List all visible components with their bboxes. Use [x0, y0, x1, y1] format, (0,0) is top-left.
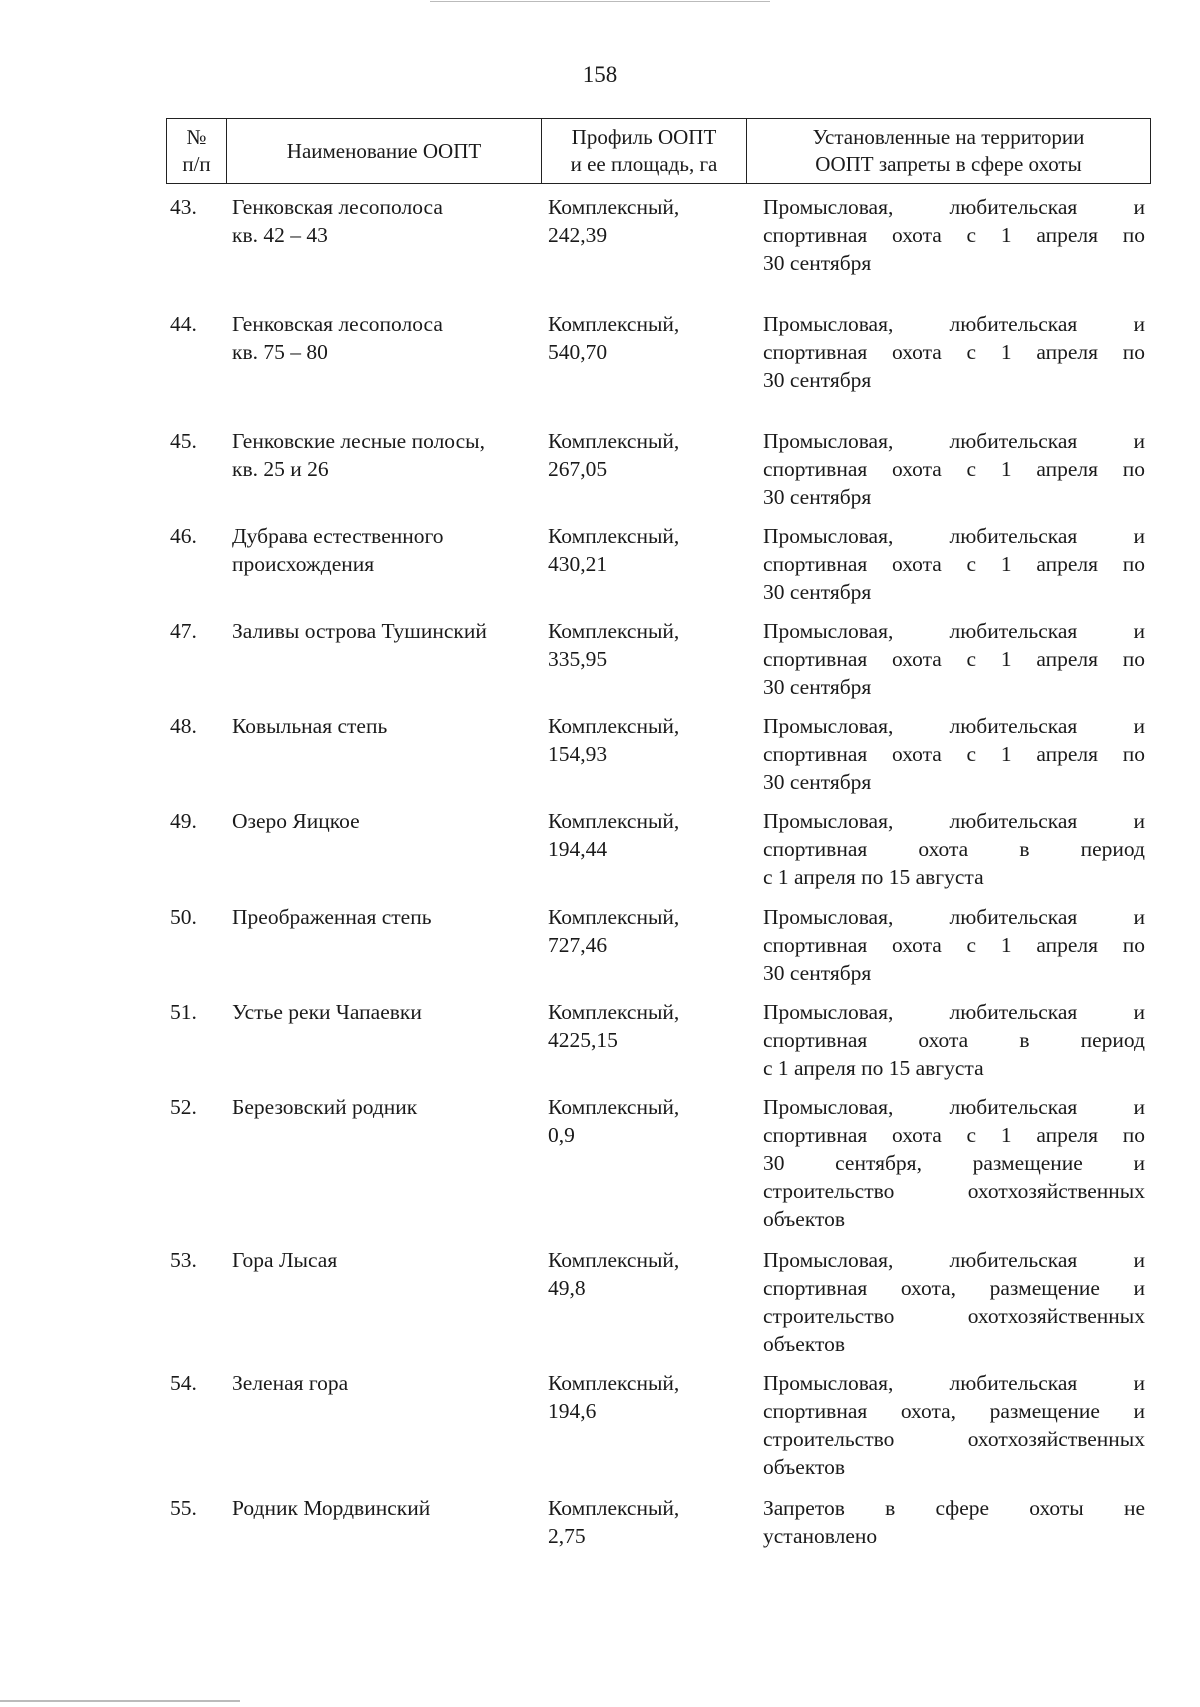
row-profile-area: 2,75 [548, 1524, 586, 1548]
row-profile-type: Комплексный, [548, 1496, 680, 1520]
row-name [232, 310, 532, 366]
row-name-line: кв. 25 и 26 [232, 457, 329, 481]
header-number-line-1: № [186, 125, 207, 149]
row-name-line: Заливы острова Тушинский [232, 619, 487, 643]
row-ban-line: Промысловая, любительская и [763, 429, 1145, 453]
row-name [232, 522, 532, 578]
row-profile-type: Комплексный, [548, 1000, 680, 1024]
row-name-line: Генковские лесные полосы, [232, 429, 485, 453]
header-number-column [167, 119, 227, 183]
row-name [232, 617, 532, 645]
row-ban-line: Промысловая, любительская и [763, 1000, 1145, 1024]
row-hunting-bans [763, 427, 1145, 511]
row-profile-area: 0,9 [548, 1123, 575, 1147]
row-profile [548, 1246, 748, 1302]
row-ban-line: строительство охотхозяйственных [763, 1427, 1145, 1451]
row-hunting-bans [763, 1369, 1145, 1481]
row-name-line: Озеро Яицкое [232, 809, 360, 833]
row-name-line: Генковская лесополоса [232, 195, 443, 219]
page-number: 158 [582, 62, 618, 87]
row-ban-line: спортивная охота с 1 апреля по [763, 223, 1145, 247]
row-name-line: Ковыльная степь [232, 714, 388, 738]
row-hunting-bans [763, 617, 1145, 701]
row-profile [548, 617, 748, 673]
row-name-line: кв. 75 – 80 [232, 340, 328, 364]
row-profile-area: 194,44 [548, 837, 608, 861]
row-number: 53. [170, 1248, 197, 1272]
row-hunting-bans [763, 1246, 1145, 1358]
row-name-line: кв. 42 – 43 [232, 223, 328, 247]
row-profile-area: 242,39 [548, 223, 608, 247]
row-ban-line: 30 сентября [763, 675, 872, 699]
row-name-line: происхождения [232, 552, 375, 576]
row-profile [548, 1093, 748, 1149]
row-ban-line: объектов [763, 1455, 845, 1479]
row-profile-area: 49,8 [548, 1276, 586, 1300]
row-profile [548, 310, 748, 366]
row-ban-line: Промысловая, любительская и [763, 619, 1145, 643]
row-number: 51. [170, 1000, 197, 1024]
row-ban-line: спортивная охота с 1 апреля по [763, 1123, 1145, 1147]
header-profile-column [542, 119, 747, 183]
row-ban-line: спортивная охота в период [763, 1028, 1145, 1052]
row-ban-line: установлено [763, 1524, 878, 1548]
row-profile-type: Комплексный, [548, 619, 680, 643]
row-number: 49. [170, 809, 197, 833]
row-profile-area: 430,21 [548, 552, 608, 576]
row-profile-type: Комплексный, [548, 809, 680, 833]
row-profile-area: 335,95 [548, 647, 608, 671]
row-ban-line: с 1 апреля по 15 августа [763, 865, 984, 889]
row-profile-area: 154,93 [548, 742, 608, 766]
row-hunting-bans [763, 522, 1145, 606]
row-number: 44. [170, 312, 197, 336]
row-ban-line: Промысловая, любительская и [763, 1248, 1145, 1272]
row-profile-type: Комплексный, [548, 905, 680, 929]
row-ban-line: Промысловая, любительская и [763, 714, 1145, 738]
row-name-line: Преображенная степь [232, 905, 432, 929]
row-hunting-bans [763, 193, 1145, 277]
row-name [232, 998, 532, 1026]
header-bans-line-2: ООПТ запреты в сфере охоты [815, 152, 1082, 176]
row-name-line: Березовский родник [232, 1095, 418, 1119]
row-number: 54. [170, 1371, 197, 1395]
header-profile-line-2: и ее площадь, га [570, 152, 718, 176]
row-ban-line: Промысловая, любительская и [763, 1095, 1145, 1119]
row-hunting-bans [763, 1494, 1145, 1550]
row-name-line: Дубрава естественного [232, 524, 444, 548]
row-profile-type: Комплексный, [548, 714, 680, 738]
row-profile [548, 522, 748, 578]
row-name [232, 193, 532, 249]
row-profile-area: 540,70 [548, 340, 608, 364]
header-bans-column [747, 119, 1150, 183]
row-ban-line: спортивная охота с 1 апреля по [763, 552, 1145, 576]
row-profile [548, 807, 748, 863]
row-ban-line: Промысловая, любительская и [763, 312, 1145, 336]
row-profile-area: 267,05 [548, 457, 608, 481]
row-ban-line: спортивная охота, размещение и [763, 1276, 1145, 1300]
row-name [232, 1246, 532, 1274]
row-name-line: Генковская лесополоса [232, 312, 443, 336]
row-ban-line: строительство охотхозяйственных [763, 1179, 1145, 1203]
row-profile [548, 712, 748, 768]
row-profile [548, 903, 748, 959]
row-hunting-bans [763, 807, 1145, 891]
row-ban-line: Промысловая, любительская и [763, 524, 1145, 548]
row-profile [548, 427, 748, 483]
row-ban-line: спортивная охота с 1 апреля по [763, 742, 1145, 766]
row-ban-line: 30 сентября [763, 368, 872, 392]
scan-edge-bottom [0, 1700, 240, 1702]
row-ban-line: спортивная охота с 1 апреля по [763, 933, 1145, 957]
row-ban-line: спортивная охота с 1 апреля по [763, 457, 1145, 481]
row-name [232, 1369, 532, 1397]
row-profile-type: Комплексный, [548, 1095, 680, 1119]
row-ban-line: спортивная охота в период [763, 837, 1145, 861]
row-profile [548, 1494, 748, 1550]
scan-edge-top [430, 1, 770, 2]
row-number: 55. [170, 1496, 197, 1520]
row-number: 43. [170, 195, 197, 219]
row-name [232, 807, 532, 835]
row-name-line: Родник Мордвинский [232, 1496, 431, 1520]
row-number: 46. [170, 524, 197, 548]
row-number: 52. [170, 1095, 197, 1119]
row-profile-area: 4225,15 [548, 1028, 618, 1052]
row-hunting-bans [763, 903, 1145, 987]
header-profile-line-1: Профиль ООПТ [571, 125, 717, 149]
row-ban-line: объектов [763, 1332, 845, 1356]
row-ban-line: спортивная охота, размещение и [763, 1399, 1145, 1423]
row-profile [548, 193, 748, 249]
row-ban-line: Промысловая, любительская и [763, 809, 1145, 833]
row-profile-type: Комплексный, [548, 195, 680, 219]
row-profile-area: 194,6 [548, 1399, 597, 1423]
row-name [232, 1494, 532, 1522]
row-profile [548, 1369, 748, 1425]
row-profile-area: 727,46 [548, 933, 608, 957]
row-name [232, 712, 532, 740]
row-ban-line: спортивная охота с 1 апреля по [763, 647, 1145, 671]
row-ban-line: Промысловая, любительская и [763, 905, 1145, 929]
row-ban-line: спортивная охота с 1 апреля по [763, 340, 1145, 364]
table-header [166, 118, 1151, 184]
row-name [232, 1093, 532, 1121]
row-hunting-bans [763, 310, 1145, 394]
row-number: 48. [170, 714, 197, 738]
row-profile-type: Комплексный, [548, 1248, 680, 1272]
row-hunting-bans [763, 712, 1145, 796]
row-hunting-bans [763, 1093, 1145, 1233]
row-profile-type: Комплексный, [548, 524, 680, 548]
row-ban-line: Промысловая, любительская и [763, 1371, 1145, 1395]
row-ban-line: 30 сентября [763, 485, 872, 509]
row-number: 45. [170, 429, 197, 453]
header-bans-line-1: Установленные на территории [812, 125, 1085, 149]
row-name [232, 427, 532, 483]
row-name-line: Гора Лысая [232, 1248, 338, 1272]
row-name [232, 903, 532, 931]
row-ban-line: 30 сентября [763, 580, 872, 604]
row-number: 50. [170, 905, 197, 929]
row-number: 47. [170, 619, 197, 643]
row-ban-line: 30 сентября, размещение и [763, 1151, 1145, 1175]
row-ban-line: с 1 апреля по 15 августа [763, 1056, 984, 1080]
row-ban-line: 30 сентября [763, 770, 872, 794]
row-name-line: Устье реки Чапаевки [232, 1000, 422, 1024]
header-number-line-2: п/п [182, 152, 211, 176]
row-profile-type: Комплексный, [548, 312, 680, 336]
row-name-line: Зеленая гора [232, 1371, 349, 1395]
row-ban-line: 30 сентября [763, 961, 872, 985]
row-ban-line: 30 сентября [763, 251, 872, 275]
row-profile [548, 998, 748, 1054]
row-ban-line: объектов [763, 1207, 845, 1231]
row-ban-line: Промысловая, любительская и [763, 195, 1145, 219]
header-name-line-1: Наименование ООПТ [286, 138, 482, 163]
row-ban-line: Запретов в сфере охоты не [763, 1496, 1145, 1520]
header-name-column [227, 119, 542, 183]
row-ban-line: строительство охотхозяйственных [763, 1304, 1145, 1328]
row-profile-type: Комплексный, [548, 429, 680, 453]
row-profile-type: Комплексный, [548, 1371, 680, 1395]
row-hunting-bans [763, 998, 1145, 1082]
